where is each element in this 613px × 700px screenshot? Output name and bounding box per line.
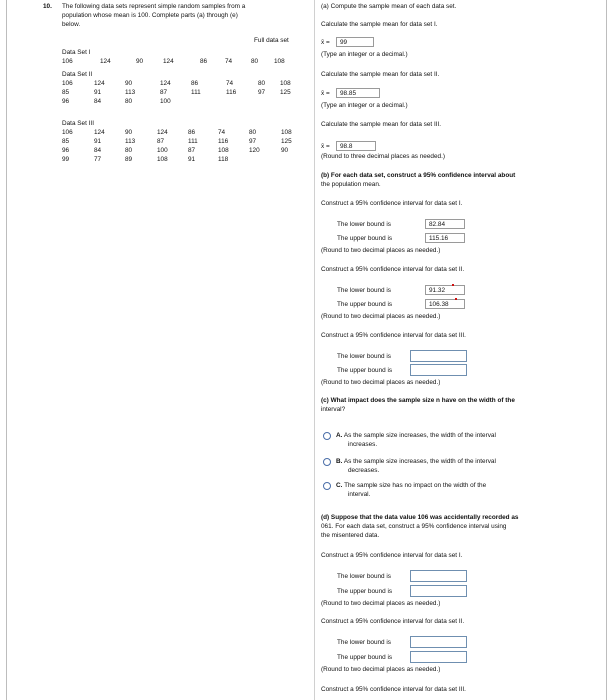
lower-bound-label: The lower bound is	[337, 353, 391, 360]
option-text-line2: decreases.	[348, 467, 380, 474]
part-a-set2-prompt: Calculate the sample mean for data set II.	[321, 71, 440, 78]
part-b-set2-hint: (Round to two decimal places as needed.)	[321, 313, 441, 320]
table-cell: 116	[226, 89, 237, 96]
data-set-3-label: Data Set III	[62, 120, 94, 127]
table-cell: 108	[218, 147, 229, 154]
table-cell: 80	[258, 80, 266, 87]
table-cell: 80	[125, 147, 133, 154]
part-b-title-line2: the population mean.	[321, 181, 381, 188]
part-b-set1-prompt: Construct a 95% confidence interval for data set I.	[321, 200, 463, 207]
table-cell: 84	[94, 98, 102, 105]
full-data-set-label: Full data set	[254, 37, 289, 44]
table-cell: 108	[280, 80, 291, 87]
table-cell: 108	[281, 129, 292, 136]
part-b-set2-prompt: Construct a 95% confidence interval for data set II.	[321, 266, 465, 273]
option-a-text[interactable]	[336, 432, 496, 440]
part-b-set3-hint: (Round to two decimal places as needed.)	[321, 379, 441, 386]
table-cell: 106	[62, 129, 73, 136]
lower-bound-label: The lower bound is	[337, 639, 391, 646]
table-cell: 86	[191, 80, 199, 87]
table-cell: 89	[125, 156, 133, 163]
table-cell: 125	[280, 89, 291, 96]
table-cell: 80	[249, 129, 257, 136]
table-cell: 108	[274, 58, 285, 65]
option-b-text[interactable]	[336, 458, 496, 466]
option-letter: A.	[336, 432, 343, 439]
table-cell: 97	[249, 138, 257, 145]
xbar-symbol: x̄ =	[321, 90, 330, 97]
part-b-set1-hint: (Round to two decimal places as needed.)	[321, 247, 441, 254]
part-c-title-line1: (c) What impact does the sample size n have on the width of the	[321, 397, 515, 404]
table-cell: 124	[163, 58, 174, 65]
table-cell: 99	[62, 156, 70, 163]
question-number: 10.	[43, 3, 52, 10]
table-cell: 108	[157, 156, 168, 163]
table-cell: 96	[62, 98, 70, 105]
part-d-title-line1: (d) Suppose that the data value 106 was accidentally recorded as	[321, 514, 519, 521]
set3-mean-input[interactable]: 98.8	[336, 141, 376, 151]
part-d-set2-prompt: Construct a 95% confidence interval for data set II.	[321, 618, 465, 625]
table-cell: 124	[160, 80, 171, 87]
set3-lower-bound-input[interactable]	[410, 350, 467, 362]
table-cell: 113	[125, 138, 136, 145]
table-cell: 124	[94, 80, 105, 87]
part-d-set3-prompt: Construct a 95% confidence interval for data set III.	[321, 686, 466, 693]
part-a-set3-prompt: Calculate the sample mean for data set III.	[321, 121, 442, 128]
table-cell: 124	[100, 58, 111, 65]
upper-bound-label: The upper bound is	[337, 301, 393, 308]
lower-bound-label: The lower bound is	[337, 573, 391, 580]
set1-upper-bound-input[interactable]: 115.16	[425, 233, 465, 243]
table-cell: 85	[62, 89, 70, 96]
table-cell: 118	[218, 156, 229, 163]
table-cell: 111	[191, 89, 201, 96]
option-a-radio[interactable]	[323, 432, 331, 440]
xbar-symbol: x̄ =	[321, 143, 330, 150]
lower-bound-label: The lower bound is	[337, 287, 391, 294]
part-b-title-line1: (b) For each data set, construct a 95% confidence interval about	[321, 172, 516, 179]
part-d-set2-hint: (Round to two decimal places as needed.)	[321, 666, 441, 673]
table-cell: 74	[218, 129, 226, 136]
table-cell: 90	[281, 147, 289, 154]
table-cell: 80	[125, 98, 133, 105]
question-stem-line3: below.	[62, 21, 81, 28]
table-cell: 96	[62, 147, 70, 154]
question-stem-line2: population whose mean is 100. Complete parts (a) through (e)	[62, 12, 238, 19]
option-c-text[interactable]	[336, 482, 486, 490]
question-stem-line1: The following data sets represent simple random samples from a	[62, 3, 246, 10]
table-cell: 100	[160, 98, 171, 105]
table-cell: 86	[200, 58, 208, 65]
set2-lower-bound-input[interactable]: 91.32	[425, 285, 465, 295]
option-c-radio[interactable]	[323, 482, 331, 490]
part-d-title-line2: 061. For each data set, construct a 95% confidence interval using	[321, 523, 507, 530]
part-b-set3-prompt: Construct a 95% confidence interval for data set III.	[321, 332, 466, 339]
table-cell: 124	[94, 129, 105, 136]
table-cell: 90	[125, 129, 133, 136]
option-text-line2: interval.	[348, 491, 371, 498]
upper-bound-label: The upper bound is	[337, 367, 393, 374]
part-d-title-line3: the misentered data.	[321, 532, 380, 539]
table-cell: 113	[125, 89, 136, 96]
table-cell: 77	[94, 156, 102, 163]
set2-upper-bound-input[interactable]: 106.38	[425, 299, 465, 309]
set1-lower-bound-input[interactable]: 82.84	[425, 219, 465, 229]
table-cell: 125	[281, 138, 292, 145]
table-cell: 87	[188, 147, 196, 154]
column-divider	[314, 0, 315, 700]
option-letter: B.	[336, 458, 343, 465]
table-cell: 91	[188, 156, 196, 163]
table-cell: 106	[62, 80, 73, 87]
table-cell: 120	[249, 147, 260, 154]
data-set-2-label: Data Set II	[62, 71, 93, 78]
table-cell: 86	[188, 129, 196, 136]
table-cell: 124	[157, 129, 168, 136]
lower-bound-label: The lower bound is	[337, 221, 391, 228]
set3-upper-bound-input[interactable]	[410, 364, 467, 376]
table-cell: 90	[125, 80, 133, 87]
data-set-1-label: Data Set I	[62, 49, 91, 56]
option-text-line1: As the sample size increases, the width of the interval	[343, 432, 496, 439]
table-cell: 84	[94, 147, 102, 154]
d-set2-lower-bound-input[interactable]	[410, 636, 467, 648]
part-d-set1-prompt: Construct a 95% confidence interval for data set I.	[321, 552, 463, 559]
xbar-symbol: x̄ =	[321, 39, 330, 46]
part-a-set1-prompt: Calculate the sample mean for data set I.	[321, 21, 438, 28]
table-cell: 87	[160, 89, 168, 96]
table-cell: 74	[226, 80, 234, 87]
part-d-set1-hint: (Round to two decimal places as needed.)	[321, 600, 441, 607]
part-a-set1-hint: (Type an integer or a decimal.)	[321, 51, 408, 58]
option-b-radio[interactable]	[323, 458, 331, 466]
option-text-line1: As the sample size increases, the width of the interval	[343, 458, 496, 465]
table-cell: 80	[251, 58, 259, 65]
part-a-set3-hint: (Round to three decimal places as needed.)	[321, 153, 445, 160]
table-cell: 116	[218, 138, 229, 145]
table-cell: 97	[258, 89, 266, 96]
table-cell: 87	[157, 138, 165, 145]
table-cell: 91	[94, 89, 102, 96]
option-text-line2: increases.	[348, 441, 378, 448]
table-cell: 85	[62, 138, 70, 145]
table-cell: 91	[94, 138, 102, 145]
d-set2-upper-bound-input[interactable]	[410, 651, 467, 663]
correct-mark-icon	[455, 298, 457, 300]
table-cell: 74	[225, 58, 233, 65]
part-a-title: (a) Compute the sample mean of each data set.	[321, 3, 457, 10]
set1-mean-input[interactable]: 99	[336, 37, 374, 47]
table-cell: 90	[136, 58, 144, 65]
table-cell: 111	[188, 138, 198, 145]
option-text-line1: The sample size has no impact on the width of the	[344, 482, 487, 489]
d-set1-upper-bound-input[interactable]	[410, 585, 467, 597]
option-letter: C.	[336, 482, 343, 489]
part-a-set2-hint: (Type an integer or a decimal.)	[321, 102, 408, 109]
upper-bound-label: The upper bound is	[337, 654, 393, 661]
table-cell: 100	[157, 147, 168, 154]
table-cell: 106	[62, 58, 73, 65]
set2-mean-input[interactable]: 98.85	[336, 88, 380, 98]
d-set1-lower-bound-input[interactable]	[410, 570, 467, 582]
part-c-title-line2: interval?	[321, 406, 346, 413]
correct-mark-icon	[452, 284, 454, 286]
upper-bound-label: The upper bound is	[337, 235, 393, 242]
upper-bound-label: The upper bound is	[337, 588, 393, 595]
